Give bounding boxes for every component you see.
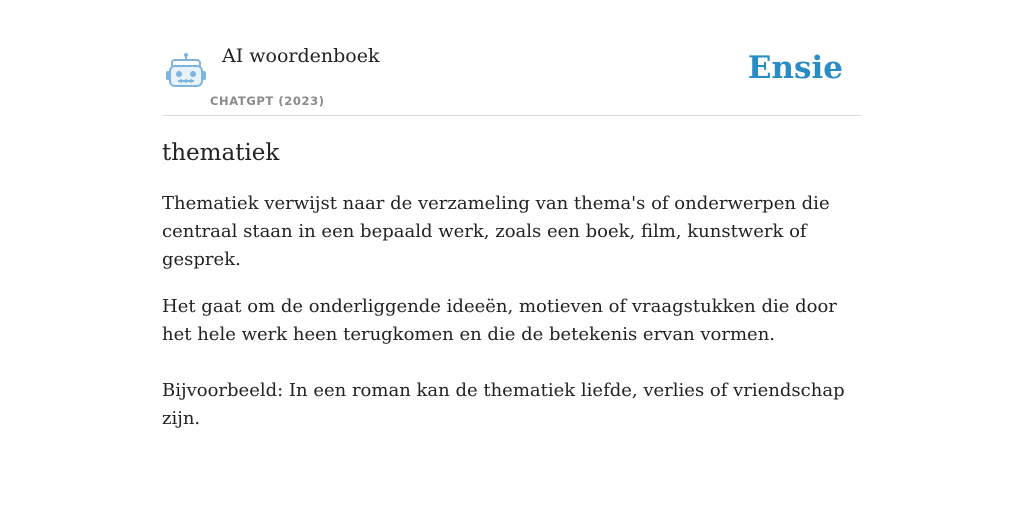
definition-paragraph: Thematiek verwijst naar de verzameling van thema's of onderwerpen die centraal staan in een bepaald werk, zoals een boek, film, kunstwerk of gesprek. <box>162 193 830 270</box>
source-subtitle: CHATGPT (2023) <box>210 94 325 108</box>
robot-icon <box>166 52 206 90</box>
definition-paragraph: Het gaat om de onderliggende ideeën, motieven of vraagstukken die door het hele werk heen terugkomen en die de betekenis ervan vormen. <box>162 296 837 345</box>
ensie-logo-link[interactable]: Ensie <box>747 50 843 86</box>
source-title: AI woordenboek <box>222 45 380 67</box>
example-paragraph: Bijvoorbeeld: In een roman kan de thematiek liefde, verlies of vriendschap zijn. <box>162 380 845 429</box>
entry-term: thematiek <box>162 140 280 166</box>
definition-card <box>162 0 862 433</box>
source-header <box>162 0 862 116</box>
